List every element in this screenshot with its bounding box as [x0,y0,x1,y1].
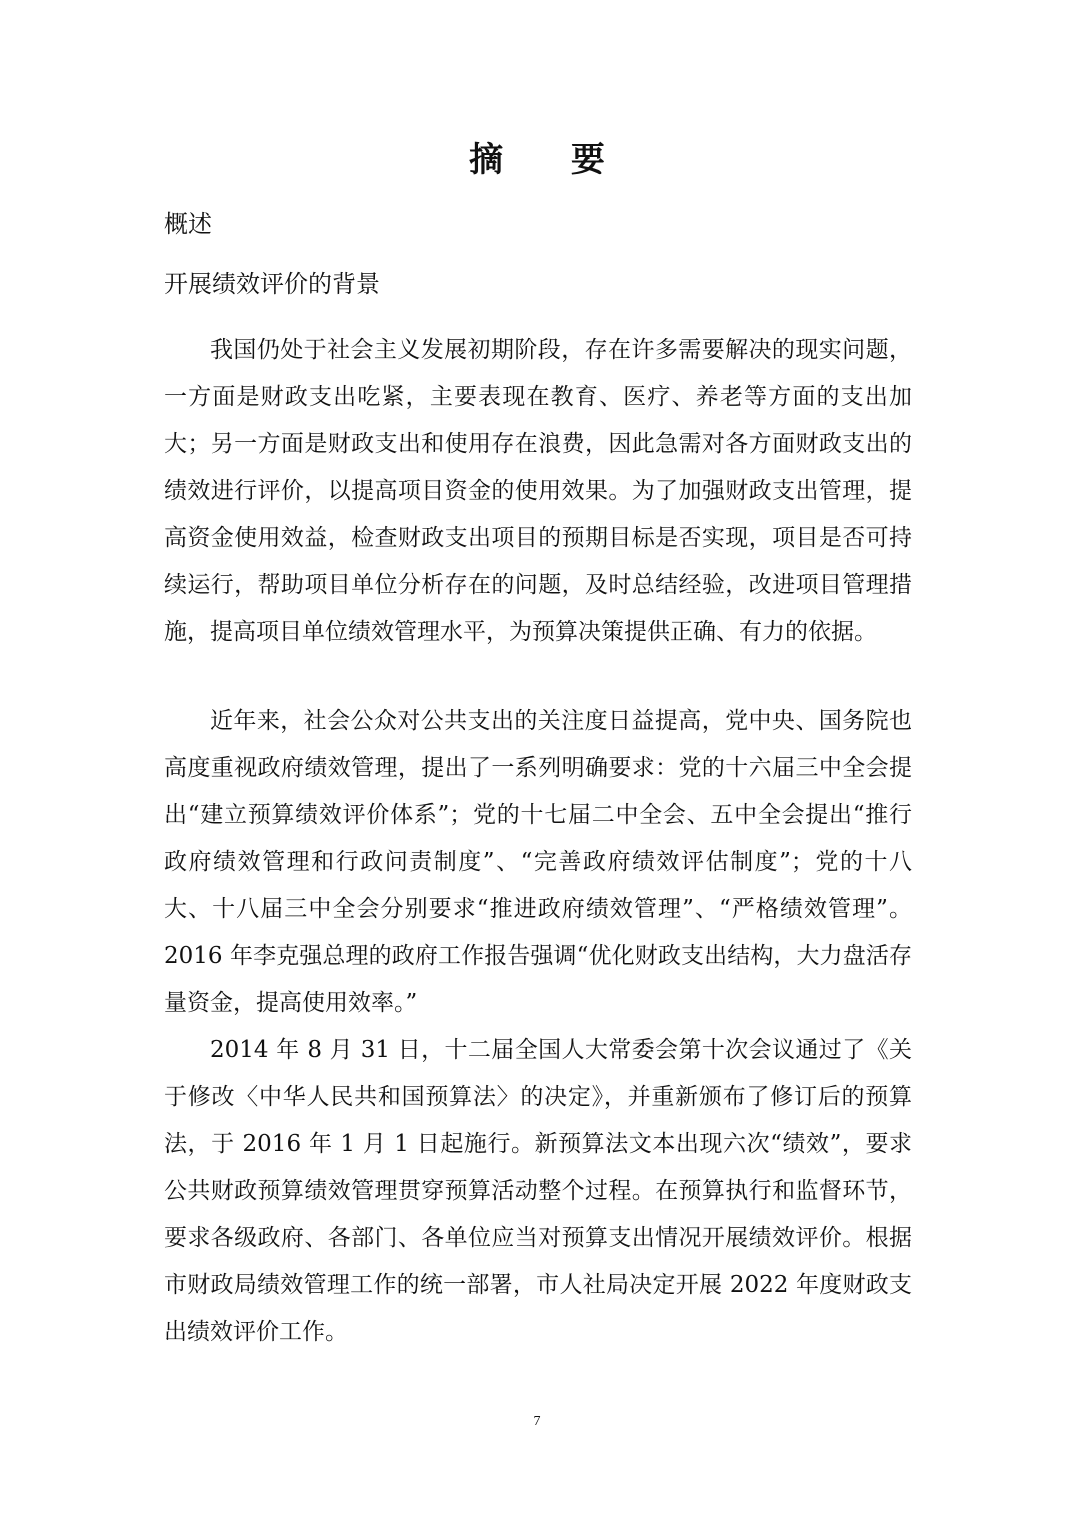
body-paragraph: 近年来，社会公众对公共支出的关注度日益提高，党中央、国务院也高度重视政府绩效管理，提出了一系列明确要求：党的十六届三中全会提出“建立预算绩效评价体系”；党的十七届二中全会、五中全会提出“推行政府绩效管理和行政问责制度”、“完善政府绩效评估制度”；党的十八大、十八届三中全会分别要求“推进政府绩效管理”、“严格绩效管理”。2016 年李克强总理的政府工作报告强调“优化财政支出结构，大力盘活存量资金，提高使用效率。” [164,708,912,1016]
body-paragraph: 我国仍处于社会主义发展初期阶段，存在许多需要解决的现实问题，一方面是财政支出吃紧，主要表现在教育、医疗、养老等方面的支出加大；另一方面是财政支出和使用存在浪费，因此急需对各方面财政支出的绩效进行评价，以提高项目资金的使用效果。为了加强财政支出管理，提高资金使用效益，检查财政支出项目的预期目标是否实现，项目是否可持续运行，帮助项目单位分析存在的问题，及时总结经验，改进项目管理措施，提高项目单位绩效管理水平，为预算决策提供正确、有力的依据。 [164,337,912,645]
body-paragraph: 2014 年 8 月 31 日，十二届全国人大常委会第十次会议通过了《关于修改〈中华人民共和国预算法〉的决定》，并重新颁布了修订后的预算法，于 2016 年 1 月 1 日起施行。新预算法文本出现六次“绩效”，要求公共财政预算绩效管理贯穿预算活动整个过程。在预算执行和监督环节，要求各级政府、各部门、各单位应当对预算支出情况开展绩效评价。根据市财政局绩效管理工作的统一部署，市人社局决定开展 2022 年度财政支出绩效评价工作。 [164,1037,912,1345]
section-heading-background: 开展绩效评价的背景 [164,270,380,298]
section-heading-overview: 概述 [164,210,212,238]
page-number: 7 [533,1414,541,1429]
page-title: 摘 要 [469,140,633,180]
